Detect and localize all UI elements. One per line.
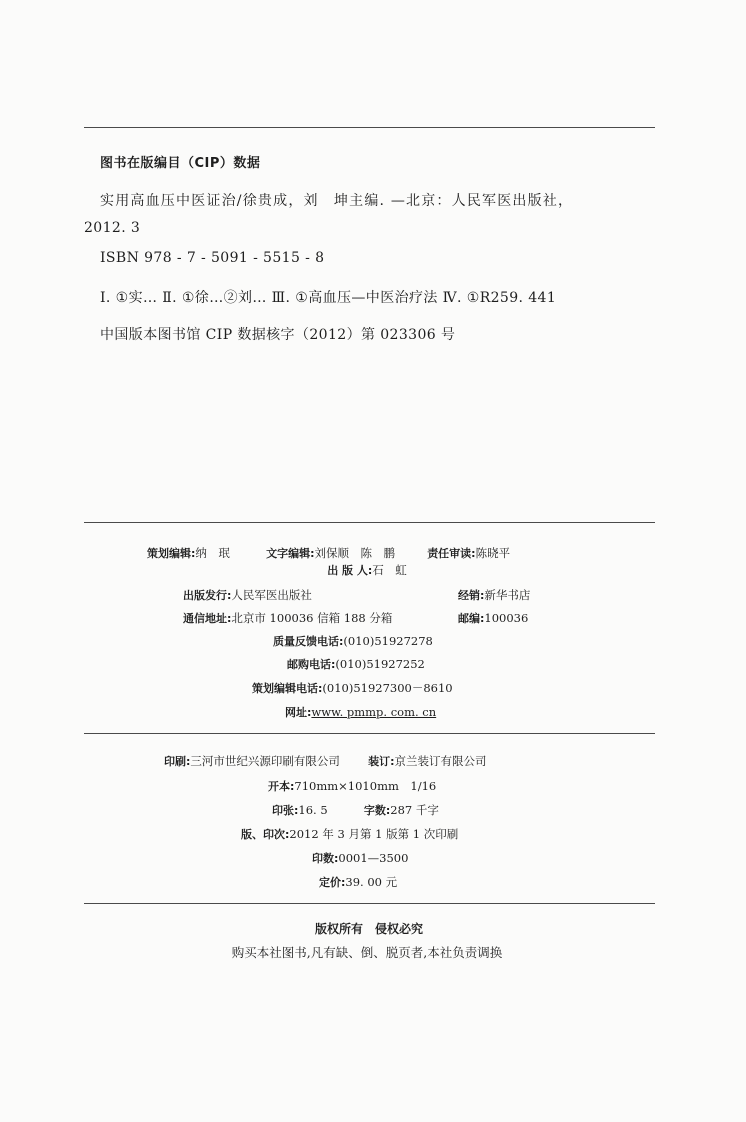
edition-label: 版、印次: [241, 828, 290, 841]
sheets-label: 印张: [272, 804, 299, 817]
editor-phone-value: (010)51927300－8610 [322, 681, 453, 695]
top-rule [84, 127, 655, 128]
price-row [319, 871, 397, 890]
distributor-value: 新华书店 [484, 588, 531, 602]
text-editor-label: 文字编辑: [266, 547, 315, 560]
website-label: 网址: [285, 706, 312, 719]
print-run-row [312, 847, 408, 866]
cip-isbn: ISBN 978 - 7 - 5091 - 5515 - 8 [100, 250, 325, 266]
feedback-phone-value: (010)51927278 [343, 634, 433, 648]
address-label: 通信地址: [183, 612, 232, 625]
planning-editor-value: 纳 珉 [195, 546, 230, 560]
postcode-row [458, 607, 528, 626]
copyright-note: 购买本社图书,凡有缺、倒、脱页者,本社负责调换 [231, 945, 503, 960]
feedback-phone-row [273, 630, 433, 649]
publisher-person-value: 石 虹 [372, 563, 407, 577]
publisher-row [183, 584, 312, 603]
mail-order-phone-label: 邮购电话: [287, 658, 336, 671]
cip-title-line-cont: 2012. 3 [84, 220, 141, 236]
distributor-row [458, 584, 530, 603]
planning-editor-label: 策划编辑: [147, 547, 196, 560]
publisher-value: 人民军医出版社 [231, 588, 312, 602]
proofreader-value: 陈晓平 [475, 546, 511, 560]
cip-heading: 图书在版编目（CIP）数据 [100, 156, 261, 171]
word-count-label: 字数: [363, 804, 391, 817]
address-row [183, 607, 392, 626]
print-run-label: 印数: [312, 852, 339, 865]
website-link[interactable]: www. pmmp. com. cn [311, 705, 437, 719]
feedback-phone-label: 质量反馈电话: [273, 635, 344, 648]
publisher-person-row [0, 562, 740, 578]
sheets-value: 16. 5 [298, 803, 328, 817]
address-value: 北京市 100036 信箱 188 分箱 [231, 611, 393, 625]
edition-row [241, 823, 458, 842]
print-run-value: 0001—3500 [338, 851, 409, 865]
publisher-person-label: 出 版 人: [327, 564, 373, 577]
price-value: 39. 00 元 [345, 875, 398, 889]
format-value: 710mm×1010mm 1/16 [294, 779, 437, 793]
format-label: 开本: [268, 780, 295, 793]
word-count-value: 287 千字 [390, 803, 439, 817]
bottom-rule [84, 903, 655, 904]
price-label: 定价: [319, 876, 346, 889]
binder-value: 京兰装订有限公司 [394, 754, 487, 768]
proofreader-label: 责任审读: [427, 547, 476, 560]
postcode-label: 邮编: [458, 612, 485, 625]
editor-phone-label: 策划编辑电话: [252, 682, 323, 695]
website-row [285, 701, 436, 720]
cip-number: 中国版本图书馆 CIP 数据核字（2012）第 023306 号 [100, 327, 456, 343]
middle-rule [84, 522, 655, 523]
printing-rule [84, 733, 655, 734]
printer-label: 印刷: [164, 755, 191, 768]
copyright-title: 版权所有 侵权必究 [314, 922, 423, 936]
printer-value: 三河市世纪兴源印刷有限公司 [190, 754, 340, 768]
format-row [268, 775, 436, 794]
publisher-label: 出版发行: [183, 589, 232, 602]
edition-value: 2012 年 3 月第 1 版第 1 次印刷 [289, 827, 459, 841]
printer-row [164, 750, 487, 769]
distributor-label: 经销: [458, 589, 485, 602]
editor-phone-row [252, 677, 453, 696]
mail-order-phone-value: (010)51927252 [335, 657, 425, 671]
cip-classification: Ⅰ. ①实… Ⅱ. ①徐…②刘… Ⅲ. ①高血压—中医治疗法 Ⅳ. ①R259. 441 [100, 290, 557, 306]
postcode-value: 100036 [484, 611, 529, 625]
binder-label: 装订: [368, 755, 395, 768]
cip-title-line: 实用高血压中医证治/徐贵成，刘 坤主编. —北京：人民军医出版社， [100, 193, 574, 209]
text-editor-value: 刘保顺 陈 鹏 [314, 546, 395, 560]
mail-order-phone-row [287, 653, 425, 672]
staff-row [147, 542, 510, 561]
sheets-row [272, 799, 439, 818]
